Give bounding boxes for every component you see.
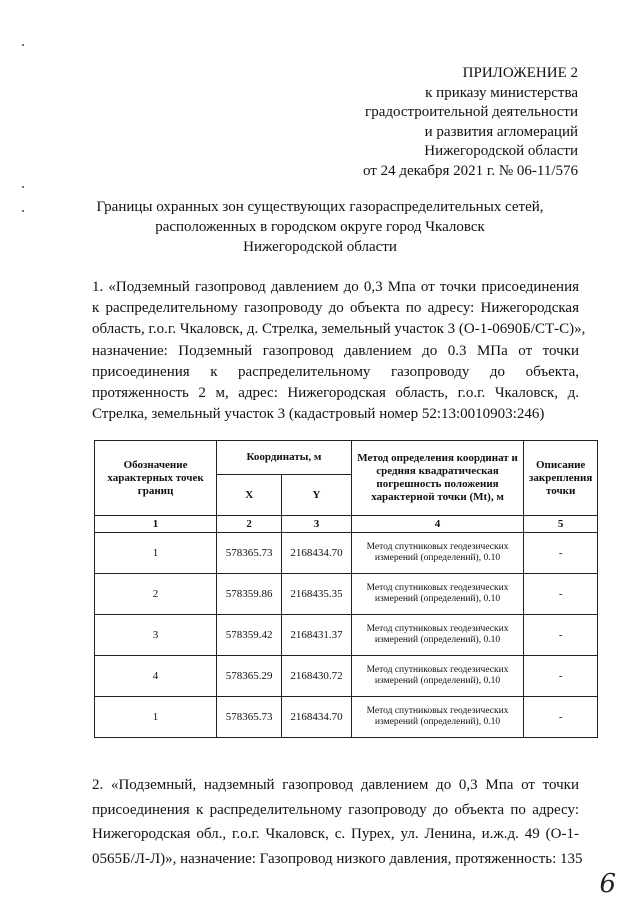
- margin-mark: [22, 186, 24, 188]
- appendix-block: [363, 64, 578, 181]
- table-row: [95, 615, 598, 656]
- paragraph-line: к распределительному газопроводу до объекта по адресу: Нижегородская: [92, 300, 579, 317]
- cell-x: 578365.73: [217, 533, 282, 574]
- cell-y: 2168431.37: [282, 615, 351, 656]
- paragraph-1: [92, 277, 586, 425]
- header-method: Метод определения координат и средняя квадратическая погрешность положения характерной точки (Mt), м: [351, 441, 524, 516]
- cell-description: -: [524, 697, 598, 738]
- cell-y: 2168430.72: [282, 656, 351, 697]
- appendix-line: градостроительной деятельности: [365, 104, 578, 120]
- appendix-date-line: от 24 декабря 2021 г. № 06-11/576: [362, 162, 578, 179]
- header-coordinates: Координаты, м: [217, 441, 352, 475]
- cell-method: Метод спутниковых геодезических измерений (определений), 0.10: [351, 656, 524, 697]
- paragraph-line: область, г.о.г. Чкаловск, д. Стрелка, земельный участок 3 (О-1-0690Б/СТ-С)»,: [92, 321, 586, 338]
- cell-y: 2168434.70: [282, 533, 351, 574]
- cell-method: Метод спутниковых геодезических измерений (определений), 0.10: [351, 574, 524, 615]
- appendix-line: Нижегородской области: [424, 143, 578, 159]
- paragraph-line: 0565Б/Л-Л)», назначение: Газопровод низкого давления, протяженность: 135: [92, 850, 583, 867]
- cell-y: 2168434.70: [282, 697, 351, 738]
- header-x: X: [217, 475, 282, 516]
- paragraph-line: присоединения к распределительному газопроводу до объекта по адресу:: [92, 801, 579, 818]
- cell-point: 3: [95, 615, 217, 656]
- coordinates-table: [94, 440, 598, 738]
- paragraph-line: Нижегородская обл., г.о.г. Чкаловск, с. Пурех, ул. Ленина, и.ж.д. 49 (О-1-: [92, 826, 579, 842]
- column-number: 4: [351, 516, 524, 533]
- header-description: Описание закрепления точки: [524, 441, 598, 516]
- header-y: Y: [282, 475, 351, 516]
- paragraph-line: присоединения к распределительному газопроводу до объекта,: [92, 363, 579, 380]
- column-number: 3: [282, 516, 351, 533]
- table-row: [95, 697, 598, 738]
- appendix-heading: ПРИЛОЖЕНИЕ 2: [462, 65, 578, 81]
- cell-x: 578359.42: [217, 615, 282, 656]
- paragraph-line: протяженность 2 м, адрес: Нижегородская область, г.о.г. Чкаловск, д.: [92, 385, 579, 402]
- cell-x: 578359.86: [217, 574, 282, 615]
- cell-description: -: [524, 574, 598, 615]
- paragraph-line: 1. «Подземный газопровод давлением до 0,3 Мпа от точки присоединения: [92, 279, 579, 295]
- cell-method: Метод спутниковых геодезических измерений (определений), 0.10: [351, 615, 524, 656]
- document-title: [60, 197, 580, 257]
- cell-x: 578365.73: [217, 697, 282, 738]
- cell-description: -: [524, 615, 598, 656]
- cell-method: Метод спутниковых геодезических измерений (определений), 0.10: [351, 533, 524, 574]
- paragraph-line: назначение: Подземный газопровод давлением до 0.3 МПа от точки: [92, 342, 579, 359]
- table-row: [95, 533, 598, 574]
- appendix-line: к приказу министерства: [425, 84, 578, 101]
- cell-point: 1: [95, 697, 217, 738]
- table-row: [95, 574, 598, 615]
- margin-mark: [22, 210, 24, 212]
- title-line: расположенных в городском округе город Чкаловск: [155, 219, 485, 235]
- cell-method: Метод спутниковых геодезических измерений (определений), 0.10: [351, 697, 524, 738]
- appendix-line: и развития агломераций: [424, 123, 578, 140]
- handwritten-page-number: 6: [599, 869, 616, 899]
- cell-x: 578365.29: [217, 656, 282, 697]
- column-number: 2: [217, 516, 282, 533]
- margin-mark: [22, 44, 24, 46]
- title-line: Нижегородской области: [243, 239, 397, 255]
- cell-point: 1: [95, 533, 217, 574]
- header-point: Обозначение характерных точек границ: [95, 441, 217, 516]
- cell-y: 2168435.35: [282, 574, 351, 615]
- column-number: 5: [524, 516, 598, 533]
- title-line: Границы охранных зон существующих газораспределительных сетей,: [96, 199, 544, 215]
- cell-description: -: [524, 533, 598, 574]
- paragraph-line: 2. «Подземный, надземный газопровод давлением до 0,3 Мпа от точки: [92, 777, 579, 793]
- cell-point: 2: [95, 574, 217, 615]
- column-number: 1: [95, 516, 217, 533]
- cell-point: 4: [95, 656, 217, 697]
- paragraph-line: Стрелка, земельный участок 3 (кадастровый номер 52:13:0010903:246): [92, 406, 545, 423]
- table-row: [95, 656, 598, 697]
- cell-description: -: [524, 656, 598, 697]
- paragraph-2: [92, 773, 583, 871]
